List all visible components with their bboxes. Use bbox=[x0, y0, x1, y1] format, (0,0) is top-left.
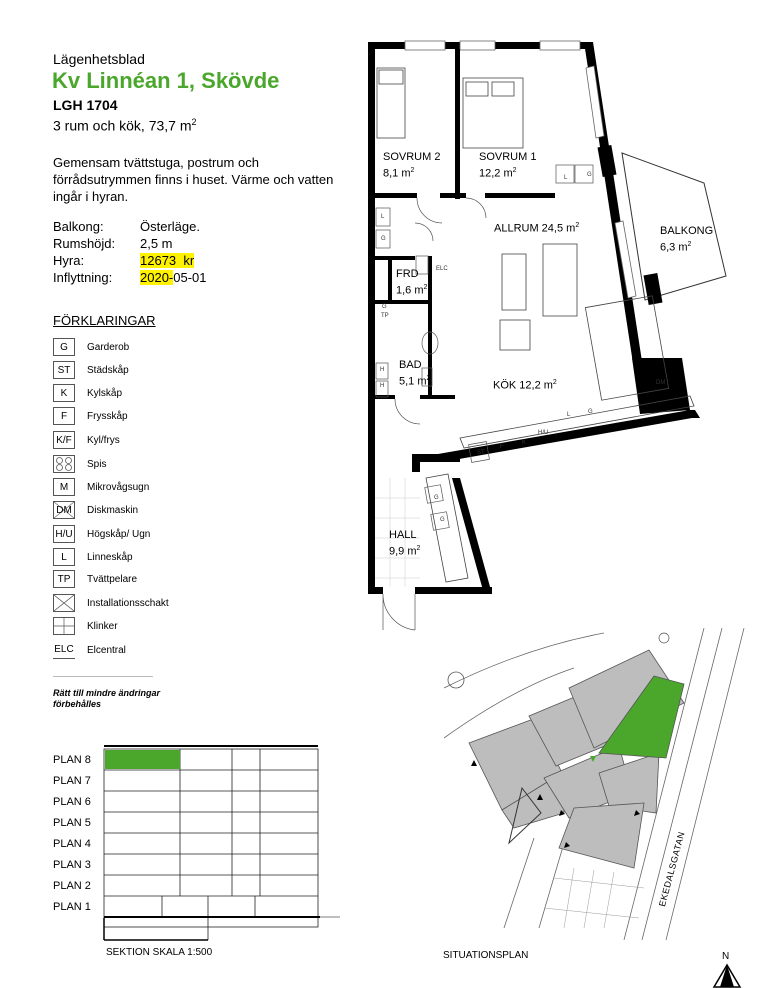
legend-code: TP bbox=[53, 570, 75, 588]
apartment-id: LGH 1704 bbox=[53, 97, 118, 113]
tile-icon bbox=[53, 617, 75, 635]
fixture-code: G bbox=[588, 409, 593, 415]
legend-code: DM bbox=[56, 504, 72, 516]
fixture-code: TP bbox=[381, 313, 389, 319]
legend-item bbox=[53, 477, 149, 497]
legend-item bbox=[53, 360, 129, 380]
size-text: 3 rum och kök, 73,7 m bbox=[53, 117, 192, 134]
move-in-date: 05-01 bbox=[173, 270, 207, 285]
room-sup: 2 bbox=[552, 379, 557, 386]
dishwasher-icon bbox=[53, 501, 75, 519]
fact-label: Inflyttning: bbox=[53, 270, 113, 285]
north-label: N bbox=[722, 951, 730, 962]
room-label bbox=[383, 151, 440, 181]
disclaimer: Rätt till mindre ändringar förbehålles bbox=[53, 688, 161, 709]
room-label bbox=[493, 376, 557, 393]
fixture-code: H/U bbox=[538, 430, 549, 436]
legend-label: Spis bbox=[87, 458, 107, 470]
site-plan bbox=[444, 628, 764, 940]
fixture-code: G bbox=[587, 172, 592, 178]
fixture-code: G bbox=[381, 236, 386, 242]
legend-code: ELC bbox=[53, 641, 75, 659]
shaft-icon bbox=[53, 594, 75, 612]
fact-row bbox=[53, 235, 207, 252]
description: Gemensam tvättstuga, postrum och förrådsutrymmen finns i huset. Värme och vatten ingår i hyran. bbox=[53, 155, 334, 204]
room-sup: 2 bbox=[410, 167, 415, 174]
room-area: 1,6 m bbox=[396, 284, 424, 297]
legend-label: Linneskåp bbox=[87, 551, 133, 563]
legend-code: ST bbox=[53, 361, 75, 379]
legend-item bbox=[53, 454, 106, 474]
legend-item bbox=[53, 524, 150, 544]
fixture-code: G bbox=[440, 517, 445, 523]
legend-label: Installationsschakt bbox=[87, 597, 169, 609]
legend-item bbox=[53, 500, 138, 520]
legend-code: G bbox=[53, 338, 75, 356]
legend-item bbox=[53, 406, 128, 426]
room-label bbox=[494, 219, 579, 236]
legend-label: Kylskåp bbox=[87, 387, 123, 399]
fixture-code: ST bbox=[477, 450, 485, 456]
plan-label: PLAN 4 bbox=[53, 838, 91, 850]
legend-item bbox=[53, 616, 118, 636]
fixture-code: L bbox=[564, 175, 568, 181]
legend-title: FÖRKLARINGAR bbox=[53, 313, 156, 328]
site-caption: SITUATIONSPLAN bbox=[443, 950, 529, 961]
fact-row bbox=[53, 269, 207, 286]
plan-label: PLAN 5 bbox=[53, 817, 91, 829]
legend-item bbox=[53, 337, 129, 357]
legend-code: H/U bbox=[53, 525, 75, 543]
room-name: BAD bbox=[399, 359, 422, 371]
fixture-code: G bbox=[434, 495, 439, 501]
street-name: EKEDALSGATAN bbox=[657, 830, 687, 908]
legend-item bbox=[53, 430, 120, 450]
room-name: SOVRUM 2 bbox=[383, 151, 441, 163]
legend-item bbox=[53, 569, 137, 589]
fact-label: Balkong: bbox=[53, 219, 104, 234]
room-sup: 2 bbox=[687, 241, 692, 248]
rent-value: 12673 kr bbox=[140, 253, 195, 268]
fixture-code: DM bbox=[656, 380, 666, 386]
section-caption: SEKTION SKALA 1:500 bbox=[106, 947, 213, 958]
apartment-size bbox=[53, 117, 197, 134]
fact-value: 2,5 m bbox=[140, 236, 173, 251]
legend-code: F bbox=[53, 407, 75, 425]
room-name: KÖK 12,2 m bbox=[493, 379, 553, 392]
fact-value: Österläge. bbox=[140, 219, 200, 234]
room-name: HALL bbox=[389, 529, 417, 541]
plan-label: PLAN 3 bbox=[53, 859, 91, 871]
page-title: Kv Linnéan 1, Skövde bbox=[52, 68, 280, 93]
tree-icon bbox=[448, 672, 464, 688]
fact-label: Hyra: bbox=[53, 253, 85, 268]
plan-label: PLAN 2 bbox=[53, 880, 91, 892]
fixture-code: H bbox=[380, 367, 385, 373]
room-label bbox=[660, 225, 713, 255]
legend-label: Diskmaskin bbox=[87, 504, 139, 516]
legend-label: Mikrovågsugn bbox=[87, 481, 150, 493]
outer-walls bbox=[368, 42, 700, 594]
plan-label: PLAN 7 bbox=[53, 775, 91, 787]
fixture-code: L bbox=[567, 412, 571, 418]
fact-row bbox=[53, 252, 207, 269]
room-area: 6,3 m bbox=[660, 241, 688, 254]
fixture-code: H bbox=[380, 383, 385, 389]
legend-code: L bbox=[53, 548, 75, 566]
doc-type: Lägenhetsblad bbox=[53, 51, 145, 67]
room-area: 9,9 m bbox=[389, 545, 417, 558]
legend-item bbox=[53, 593, 169, 613]
room-name: SOVRUM 1 bbox=[479, 151, 537, 163]
room-name: ALLRUM 24,5 m bbox=[494, 222, 576, 235]
move-in-year: 2020- bbox=[140, 270, 174, 285]
fixture-code: ELC bbox=[436, 266, 448, 272]
legend-label: Elcentral bbox=[87, 644, 126, 656]
legend-item bbox=[53, 640, 126, 660]
legend-label: Klinker bbox=[87, 620, 118, 632]
legend-label: Kyl/frys bbox=[87, 434, 120, 446]
fact-label: Rumshöjd: bbox=[53, 236, 116, 251]
size-sup: 2 bbox=[191, 117, 197, 127]
legend-label: Tvättpelare bbox=[87, 573, 138, 585]
divider bbox=[53, 676, 153, 677]
highlighted-floor bbox=[105, 750, 180, 769]
plan-label: PLAN 6 bbox=[53, 796, 91, 808]
room-sup: 2 bbox=[512, 167, 517, 174]
north-arrow-icon bbox=[702, 943, 752, 988]
legend-item bbox=[53, 547, 133, 567]
plan-label: PLAN 8 bbox=[53, 754, 91, 766]
room-name: FRD bbox=[396, 268, 419, 280]
fact-row bbox=[53, 218, 207, 235]
room-sup: 2 bbox=[416, 545, 421, 552]
legend-code: M bbox=[53, 478, 75, 496]
room-area: 8,1 m bbox=[383, 167, 411, 180]
room-sup: 2 bbox=[575, 222, 580, 229]
plan-label: PLAN 1 bbox=[53, 901, 91, 913]
fixture-code: F bbox=[500, 444, 504, 450]
legend-label: Högskåp/ Ugn bbox=[87, 528, 151, 540]
room-area: 5,1 m bbox=[399, 375, 427, 388]
room-name: BALKONG bbox=[660, 225, 714, 237]
legend-label: Frysskåp bbox=[87, 410, 128, 422]
room-area: 12,2 m bbox=[479, 167, 513, 180]
roof-line bbox=[104, 745, 318, 747]
room-sup: 2 bbox=[426, 375, 431, 382]
legend-code: K/F bbox=[53, 431, 75, 449]
room-sup: 2 bbox=[423, 284, 428, 291]
legend-label: Städskåp bbox=[87, 364, 129, 376]
legend-label: Garderob bbox=[87, 341, 130, 353]
fixture-code: L bbox=[381, 214, 385, 220]
facts-table bbox=[53, 218, 207, 286]
room-label bbox=[479, 151, 536, 181]
legend-code: K bbox=[53, 384, 75, 402]
room-label bbox=[396, 268, 427, 298]
room-label bbox=[399, 359, 430, 389]
legend-item bbox=[53, 383, 122, 403]
stove-icon bbox=[53, 455, 75, 473]
fixture-code: K bbox=[522, 440, 527, 446]
room-label bbox=[389, 529, 420, 559]
fixture-code: G bbox=[382, 304, 387, 310]
